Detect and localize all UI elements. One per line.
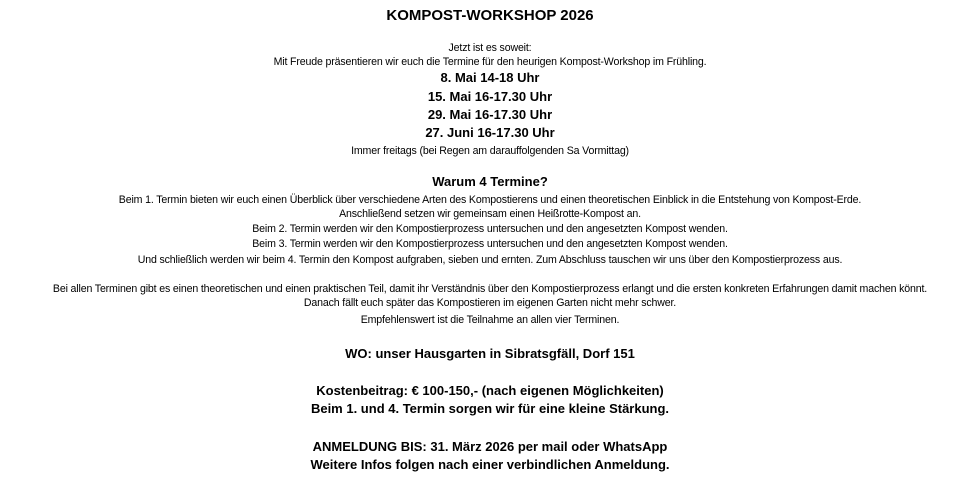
why-line: Und schließlich werden wir beim 4. Termin den Kompost aufgraben, sieben und ernten. Zum Abschluss tauschen wir uns über den Kompostierprozess aus. <box>137 254 843 266</box>
summary-line: Empfehlenswert ist die Teilnahme an allen vier Terminen. <box>360 314 620 326</box>
intro-line: Mit Freude präsentieren wir euch die Termine für den heurigen Kompost-Workshop im Frühling. <box>273 56 707 68</box>
why-line: Beim 2. Termin werden wir den Kompostierprozess untersuchen und den angesetzten Kompost wenden. <box>252 223 728 235</box>
intro-line: Jetzt ist es soweit: <box>448 42 532 54</box>
summary-line: Bei allen Terminen gibt es einen theoretischen und einen praktischen Teil, damit ihr Verständnis über den Kompostierprozess erlangt und die ersten konkreten Erfahrungen damit machen könnt. <box>52 283 928 295</box>
date-item: 27. Juni 16-17.30 Uhr <box>425 125 555 140</box>
date-item: 15. Mai 16-17.30 Uhr <box>427 89 553 104</box>
registration-line: Weitere Infos folgen nach einer verbindlichen Anmeldung. <box>310 457 670 472</box>
why-heading: Warum 4 Termine? <box>432 174 548 189</box>
date-item: 8. Mai 14-18 Uhr <box>440 70 540 85</box>
cost-line: Beim 1. und 4. Termin sorgen wir für eine kleine Stärkung. <box>310 401 670 416</box>
dates-note: Immer freitags (bei Regen am darauffolgenden Sa Vormittag) <box>351 145 629 157</box>
why-line: Beim 1. Termin bieten wir euch einen Überblick über verschiedene Arten des Kompostierens und einen theoretischen Einblick in die Entstehung von Kompost-Erde. <box>118 194 862 206</box>
registration-line: ANMELDUNG BIS: 31. März 2026 per mail oder WhatsApp <box>312 439 668 454</box>
summary-line: Danach fällt euch später das Kompostieren im eigenen Garten nicht mehr schwer. <box>303 297 677 309</box>
date-item: 29. Mai 16-17.30 Uhr <box>427 107 553 122</box>
location: WO: unser Hausgarten in Sibratsgfäll, Dorf 151 <box>345 346 635 361</box>
why-line: Beim 3. Termin werden wir den Kompostierprozess untersuchen und den angesetzten Kompost wenden. <box>252 238 728 250</box>
cost-line: Kostenbeitrag: € 100-150,- (nach eigenen Möglichkeiten) <box>316 383 664 398</box>
page-title: KOMPOST-WORKSHOP 2026 <box>386 7 594 24</box>
why-line: Anschließend setzen wir gemeinsam einen Heißrotte-Kompost an. <box>339 208 641 220</box>
